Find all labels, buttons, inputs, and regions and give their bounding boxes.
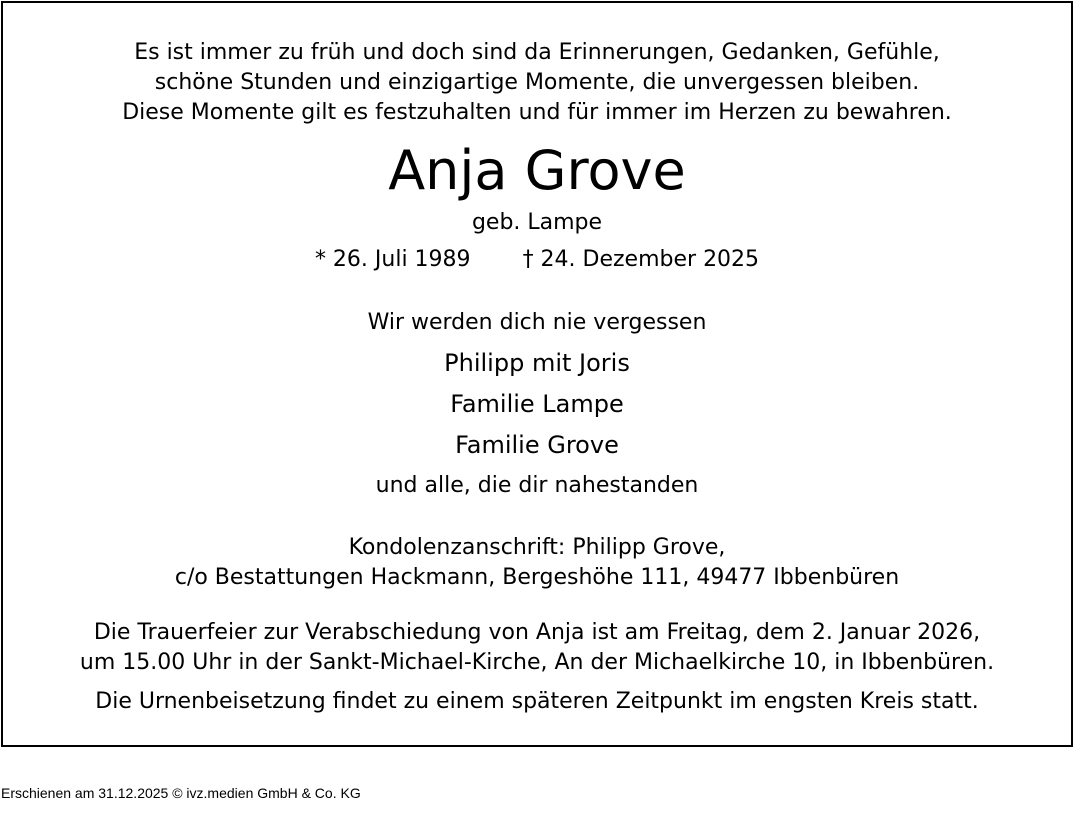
life-dates	[3, 249, 1071, 271]
service-line-2: um 15.00 Uhr in der Sankt-Michael-Kirche, An der Michaelkirche 10, in Ibbenbüren.	[79, 650, 995, 675]
birth-date: * 26. Juli 1989	[314, 247, 471, 272]
intro-line-3: Diese Momente gilt es festzuhalten und für immer im Herzen zu bewahren.	[122, 100, 952, 125]
deceased-name: Anja Grove	[388, 139, 686, 202]
birth-name: geb. Lampe	[471, 210, 603, 235]
publication-credit: Erschienen am 31.12.2025 © ivz.medien GmbH & Co. KG	[1, 785, 361, 801]
service-line-3: Die Urnenbeisetzung findet zu einem späteren Zeitpunkt im engsten Kreis statt.	[95, 689, 979, 714]
intro-line-2: schöne Stunden und einzigartige Momente, die unvergessen bleiben.	[154, 70, 920, 95]
condolence-address-line-1: Kondolenzanschrift: Philipp Grove,	[348, 535, 726, 560]
intro-line-1: Es ist immer zu früh und doch sind da Erinnerungen, Gedanken, Gefühle,	[134, 40, 940, 65]
mourner-1: Philipp mit Joris	[444, 349, 630, 377]
mourners-outro: und alle, die dir nahestanden	[375, 473, 699, 498]
service-line-1: Die Trauerfeier zur Verabschiedung von Anja ist am Freitag, dem 2. Januar 2026,	[93, 620, 981, 645]
condolence-address-line-2: c/o Bestattungen Hackmann, Bergeshöhe 111, 49477 Ibbenbüren	[174, 565, 900, 590]
mourner-3: Familie Grove	[455, 431, 619, 459]
obituary-notice	[1, 1, 1073, 747]
mourner-2: Familie Lampe	[450, 390, 624, 418]
death-date: † 24. Dezember 2025	[522, 247, 760, 272]
mourners-intro: Wir werden dich nie vergessen	[367, 310, 707, 335]
